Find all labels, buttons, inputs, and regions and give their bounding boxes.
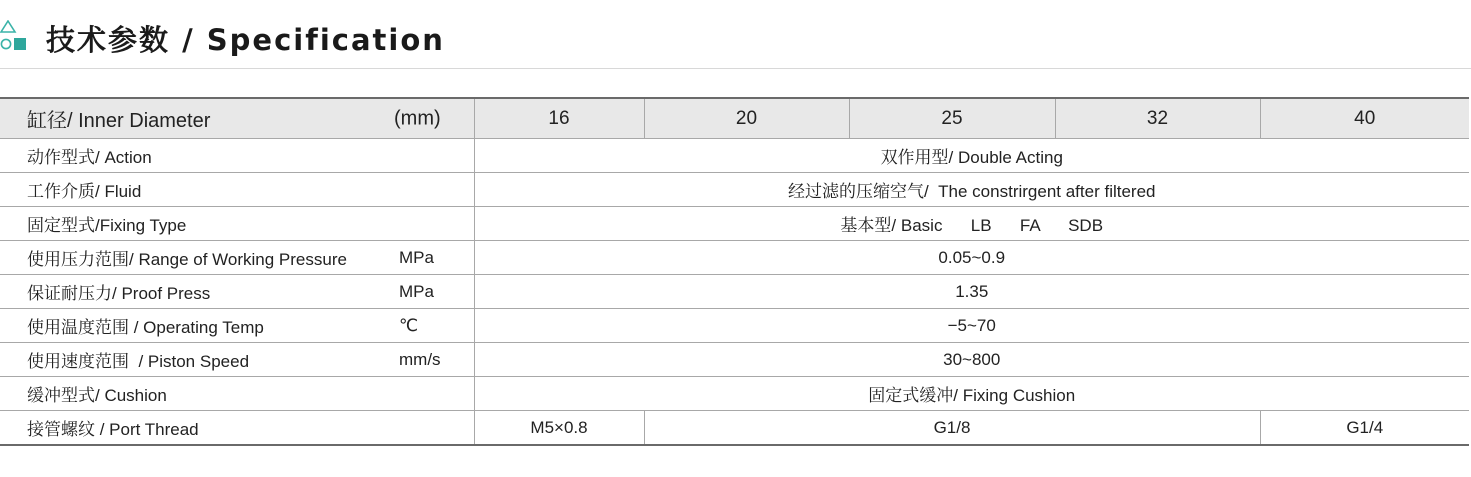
port-thread-g14: G1/4 (1260, 411, 1469, 446)
row-value: 1.35 (474, 275, 1469, 309)
port-thread-g18: G1/8 (644, 411, 1260, 446)
table-row (0, 309, 1469, 343)
bore-32: 32 (1055, 98, 1260, 139)
row-label-cell (0, 173, 474, 207)
row-value: 经过滤的压缩空气/ The constrirgent after filtered (474, 173, 1469, 207)
row-label-cell (0, 275, 474, 309)
header-unit: (mm) (394, 107, 441, 129)
row-label: 保证耐压力/ Proof Press (27, 284, 211, 303)
row-unit: ℃ (399, 315, 419, 335)
row-label: 使用温度范围 / Operating Temp (27, 318, 264, 337)
row-label: 使用压力范围/ Range of Working Pressure (27, 250, 347, 269)
row-value: 0.05~0.9 (474, 241, 1469, 275)
row-label-cell (0, 207, 474, 241)
port-thread-row (0, 411, 1469, 446)
spec-table (0, 97, 1469, 446)
row-label-cell (0, 309, 474, 343)
section-title: 技术参数 / Specification (46, 23, 445, 57)
table-row (0, 377, 1469, 411)
row-label: 接管螺纹 / Port Thread (27, 420, 199, 439)
header-label-cell (0, 98, 474, 139)
row-unit: mm/s (399, 349, 441, 369)
table-row (0, 343, 1469, 377)
table-row (0, 275, 1469, 309)
bore-20: 20 (644, 98, 849, 139)
row-value: 30~800 (474, 343, 1469, 377)
row-unit: MPa (399, 247, 434, 267)
table-row (0, 207, 1469, 241)
port-thread-m5: M5×0.8 (474, 411, 644, 446)
row-value: 基本型/ Basic LB FA SDB (474, 207, 1469, 241)
row-label: 使用速度范围 / Piston Speed (27, 352, 250, 371)
section-header (0, 0, 1471, 70)
row-label-cell (0, 139, 474, 173)
row-label: 工作介质/ Fluid (27, 182, 142, 201)
row-label-cell (0, 343, 474, 377)
row-label-cell (0, 241, 474, 275)
row-value: 固定式缓冲/ Fixing Cushion (474, 377, 1469, 411)
bore-40: 40 (1260, 98, 1469, 139)
row-value: −5~70 (474, 309, 1469, 343)
row-label: 缓冲型式/ Cushion (27, 386, 167, 405)
row-value: 双作用型/ Double Acting (474, 139, 1469, 173)
parameters-icon (0, 20, 30, 52)
bore-25: 25 (849, 98, 1055, 139)
row-unit: MPa (399, 281, 434, 301)
bore-16: 16 (474, 98, 644, 139)
table-row (0, 139, 1469, 173)
row-label-cell (0, 377, 474, 411)
table-row (0, 241, 1469, 275)
row-label-cell (0, 411, 474, 446)
table-header-row (0, 98, 1469, 139)
header-label: 缸径/ Inner Diameter (27, 110, 211, 132)
table-row (0, 173, 1469, 207)
header-divider (0, 68, 1471, 69)
row-label: 固定型式/Fixing Type (27, 216, 187, 235)
row-label: 动作型式/ Action (27, 148, 152, 167)
